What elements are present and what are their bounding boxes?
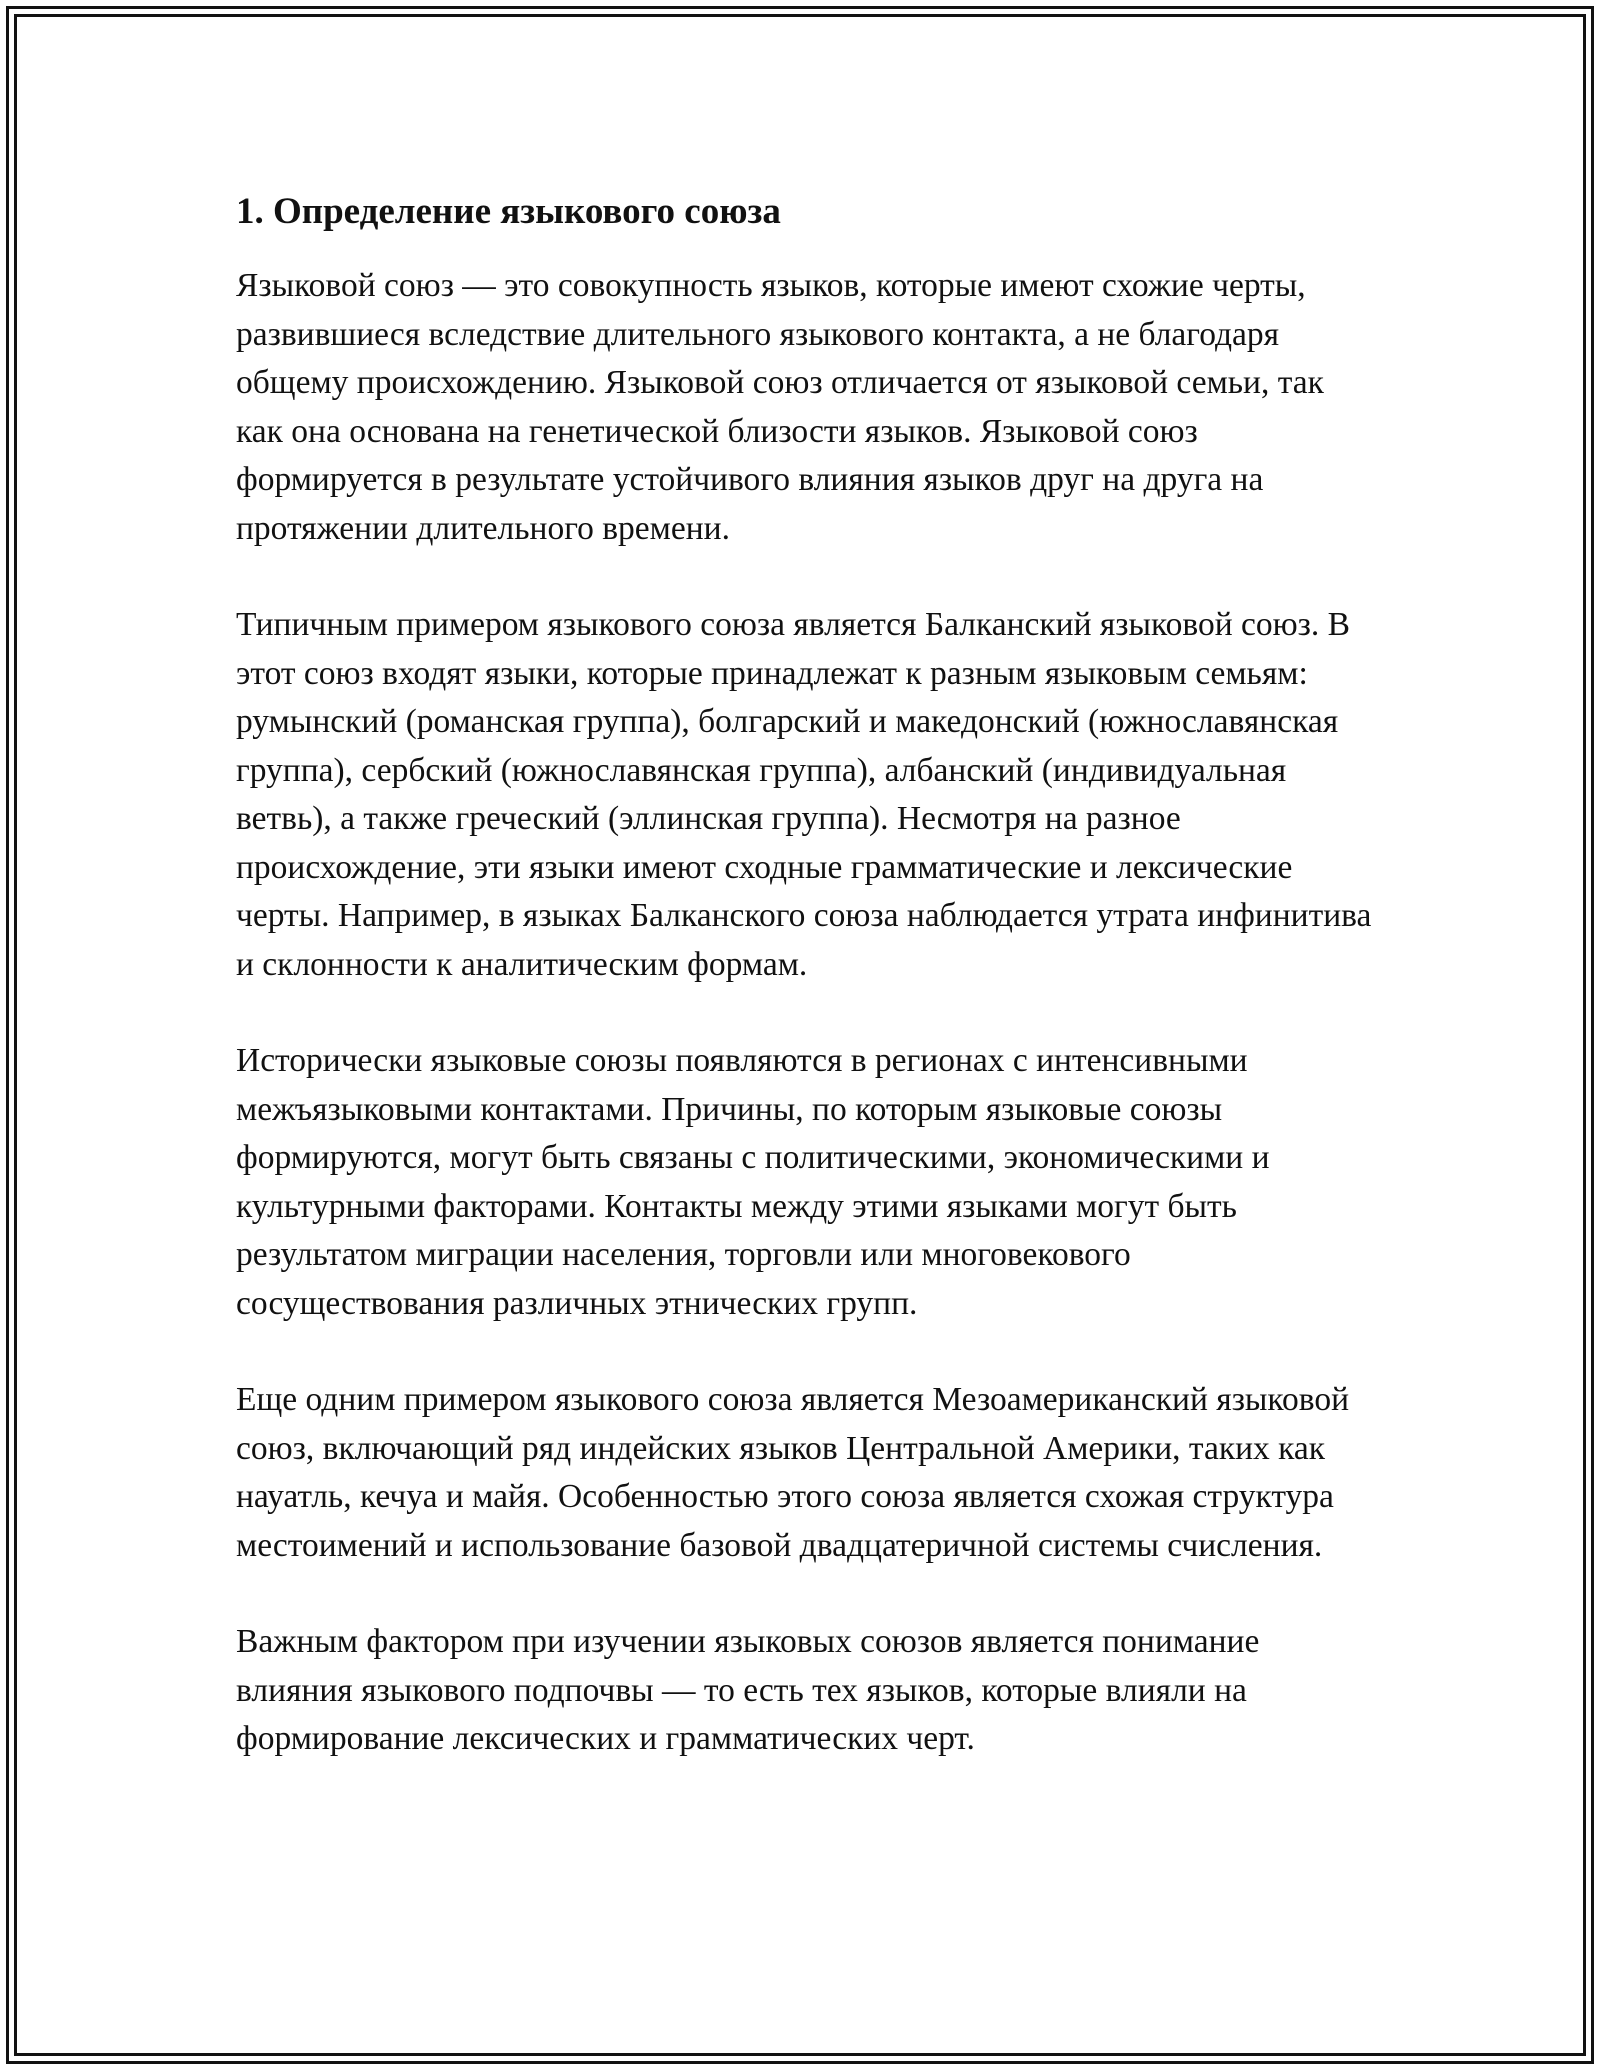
- paragraph-definition: Языковой союз — это совокупность языков, которые имеют схожие черты, развившиеся вследствие длительного языкового контакта, а не благодаря общему происхождению. Языковой союз отличается от языковой семьи, так как она основана на генетической близости языков. Языковой союз формируется в результате устойчивого влияния языков друг на друга на протяжении длительного времени.: [236, 267, 1324, 547]
- paragraph-mesoamerican-example: Еще одним примером языкового союза является Мезоамериканский языковой союз, включающий ряд индейских языков Центральной Америки, таких как науатль, кечуа и майя. Особенностью этого союза является схожая структура местоимений и использование базовой двадцатеричной системы счисления.: [236, 1381, 1350, 1564]
- paragraph-balkan-example: Типичным примером языкового союза является Балканский языковой союз. В этот союз входят языки, которые принадлежат к разным языковым семьям: румынский (романская группа), болгарский и македонский (южнославянская группа), сербский (южнославянская группа), албанский (индивидуальная ветвь), а также греческий (эллинская группа). Несмотря на разное происхождение, эти языки имеют сходные грамматические и лексические черты. Например, в языках Балканского союза наблюдается утрата инфинитива и склонности к аналитическим формам.: [236, 606, 1372, 983]
- section-heading: 1. Определение языкового союза: [236, 191, 781, 232]
- document-body: [236, 188, 1376, 1764]
- paragraph-historical-causes: Исторически языковые союзы появляются в регионах с интенсивными межъязыковыми контактами. Причины, по которым языковые союзы формируются, могут быть связаны с политическими, экономическими и культурными факторами. Контакты между этими языками могут быть результатом миграции населения, торговли или многовекового сосуществования различных этнических групп.: [236, 1042, 1270, 1322]
- paragraph-substrate-factor: Важным фактором при изучении языковых союзов является понимание влияния языкового подпочвы — то есть тех языков, которые влияли на формирование лексических и грамматических черт.: [236, 1623, 1260, 1757]
